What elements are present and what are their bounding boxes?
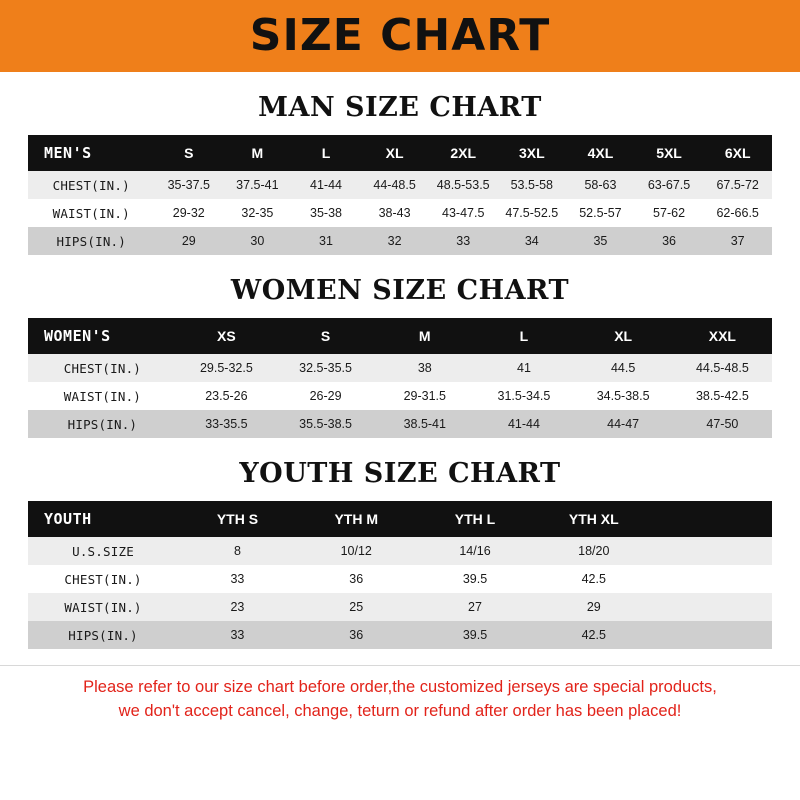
row-label: CHEST(IN.) — [28, 565, 178, 593]
table-cell: 27 — [416, 593, 535, 621]
table-cell: 44-48.5 — [360, 171, 429, 199]
table-cell: 52.5-57 — [566, 199, 635, 227]
table-cell: 47.5-52.5 — [498, 199, 567, 227]
table-cell: 30 — [223, 227, 292, 255]
table-cell: 62-66.5 — [703, 199, 772, 227]
table-cell: 29-31.5 — [375, 382, 474, 410]
column-header: 2XL — [429, 135, 498, 171]
column-header: S — [154, 135, 223, 171]
table-cell: 14/16 — [416, 537, 535, 565]
row-label: CHEST(IN.) — [28, 171, 154, 199]
table-cell: 35-37.5 — [154, 171, 223, 199]
table-cell: 53.5-58 — [498, 171, 567, 199]
column-header: L — [292, 135, 361, 171]
column-header: L — [474, 318, 573, 354]
row-label: WAIST(IN.) — [28, 382, 177, 410]
table-cell: 38 — [375, 354, 474, 382]
table-cell: 34.5-38.5 — [574, 382, 673, 410]
section-title-youth: YOUTH SIZE CHART — [239, 458, 561, 489]
column-header: XL — [574, 318, 673, 354]
table-cell: 29 — [154, 227, 223, 255]
table-cell: 23 — [178, 593, 297, 621]
table-cell-spacer — [653, 537, 772, 565]
table-cell: 29 — [534, 593, 653, 621]
table-cell: 38.5-42.5 — [673, 382, 772, 410]
table-cell: 31 — [292, 227, 361, 255]
table-header-row — [28, 318, 772, 354]
table-cell: 10/12 — [297, 537, 416, 565]
table-row — [28, 621, 772, 649]
table-header-row — [28, 135, 772, 171]
table-cell: 41-44 — [474, 410, 573, 438]
column-header: 4XL — [566, 135, 635, 171]
table-cell: 36 — [297, 565, 416, 593]
men-size-table — [28, 135, 772, 255]
table-cell: 58-63 — [566, 171, 635, 199]
column-header: XS — [177, 318, 276, 354]
women-size-table — [28, 318, 772, 438]
table-row — [28, 382, 772, 410]
row-label: HIPS(IN.) — [28, 227, 154, 255]
table-cell: 32-35 — [223, 199, 292, 227]
table-cell-spacer — [653, 621, 772, 649]
table-cell: 39.5 — [416, 565, 535, 593]
table-cell: 23.5-26 — [177, 382, 276, 410]
table-cell: 63-67.5 — [635, 171, 704, 199]
table-row — [28, 565, 772, 593]
section-women — [0, 275, 800, 438]
row-label: HIPS(IN.) — [28, 621, 178, 649]
column-header: XL — [360, 135, 429, 171]
page-title: SIZE CHART — [249, 10, 551, 61]
table-cell: 57-62 — [635, 199, 704, 227]
row-label: HIPS(IN.) — [28, 410, 177, 438]
table-cell-spacer — [653, 565, 772, 593]
column-header: MEN'S — [28, 135, 154, 171]
disclaimer-note — [0, 665, 800, 724]
table-cell: 44-47 — [574, 410, 673, 438]
table-cell: 33 — [429, 227, 498, 255]
column-header: M — [223, 135, 292, 171]
table-row — [28, 410, 772, 438]
row-label: WAIST(IN.) — [28, 199, 154, 227]
table-cell: 41-44 — [292, 171, 361, 199]
table-cell: 37 — [703, 227, 772, 255]
column-header: YTH S — [178, 501, 297, 537]
table-cell: 18/20 — [534, 537, 653, 565]
table-cell: 44.5-48.5 — [673, 354, 772, 382]
table-cell: 44.5 — [574, 354, 673, 382]
column-header: YOUTH — [28, 501, 178, 537]
table-cell: 39.5 — [416, 621, 535, 649]
table-cell: 32.5-35.5 — [276, 354, 375, 382]
table-cell: 8 — [178, 537, 297, 565]
table-cell: 36 — [297, 621, 416, 649]
table-cell: 37.5-41 — [223, 171, 292, 199]
table-cell: 43-47.5 — [429, 199, 498, 227]
column-header: WOMEN'S — [28, 318, 177, 354]
table-row — [28, 199, 772, 227]
table-cell: 33 — [178, 565, 297, 593]
table-cell: 35.5-38.5 — [276, 410, 375, 438]
disclaimer-line-2: we don't accept cancel, change, teturn or refund after order has been placed! — [118, 701, 682, 720]
table-cell-spacer — [653, 593, 772, 621]
row-label: WAIST(IN.) — [28, 593, 178, 621]
table-cell: 35 — [566, 227, 635, 255]
column-header: M — [375, 318, 474, 354]
column-header-spacer — [653, 501, 772, 537]
section-youth — [0, 458, 800, 649]
table-cell: 48.5-53.5 — [429, 171, 498, 199]
column-header: YTH M — [297, 501, 416, 537]
table-cell: 32 — [360, 227, 429, 255]
row-label: CHEST(IN.) — [28, 354, 177, 382]
table-cell: 33 — [178, 621, 297, 649]
table-row — [28, 171, 772, 199]
table-row — [28, 354, 772, 382]
table-cell: 35-38 — [292, 199, 361, 227]
table-row — [28, 227, 772, 255]
column-header: S — [276, 318, 375, 354]
section-men — [0, 92, 800, 255]
table-cell: 67.5-72 — [703, 171, 772, 199]
header-banner — [0, 0, 800, 72]
column-header: YTH L — [416, 501, 535, 537]
column-header: XXL — [673, 318, 772, 354]
table-cell: 38.5-41 — [375, 410, 474, 438]
column-header: 6XL — [703, 135, 772, 171]
table-cell: 34 — [498, 227, 567, 255]
row-label: U.S.SIZE — [28, 537, 178, 565]
table-cell: 33-35.5 — [177, 410, 276, 438]
table-cell: 36 — [635, 227, 704, 255]
table-cell: 42.5 — [534, 565, 653, 593]
table-cell: 42.5 — [534, 621, 653, 649]
table-cell: 38-43 — [360, 199, 429, 227]
table-cell: 26-29 — [276, 382, 375, 410]
column-header: 3XL — [498, 135, 567, 171]
table-cell: 41 — [474, 354, 573, 382]
column-header: YTH XL — [534, 501, 653, 537]
table-header-row — [28, 501, 772, 537]
table-cell: 29-32 — [154, 199, 223, 227]
section-title-men: MAN SIZE CHART — [258, 92, 542, 123]
table-row — [28, 537, 772, 565]
section-title-women: WOMEN SIZE CHART — [230, 275, 570, 306]
table-cell: 47-50 — [673, 410, 772, 438]
table-cell: 25 — [297, 593, 416, 621]
table-cell: 29.5-32.5 — [177, 354, 276, 382]
youth-size-table — [28, 501, 772, 649]
disclaimer-line-1: Please refer to our size chart before order,the customized jerseys are special products, — [83, 678, 717, 696]
table-row — [28, 593, 772, 621]
table-cell: 31.5-34.5 — [474, 382, 573, 410]
column-header: 5XL — [635, 135, 704, 171]
